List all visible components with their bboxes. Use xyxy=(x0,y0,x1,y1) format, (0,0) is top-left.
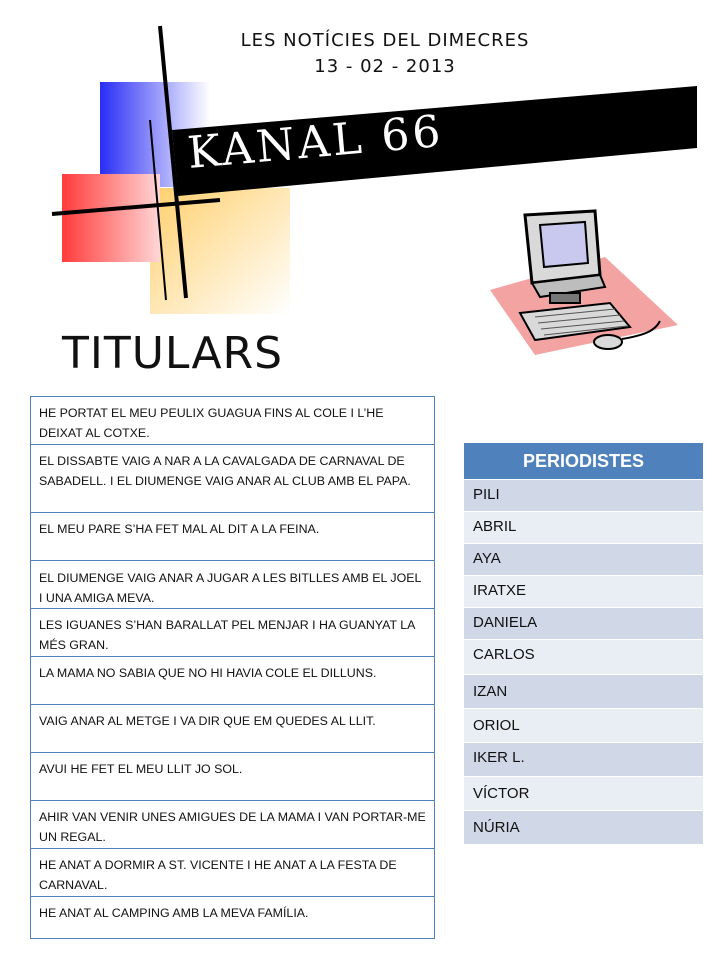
reporter-row: VÍCTOR xyxy=(464,776,703,810)
headline-row: HE ANAT A DORMIR A ST. VICENTE I HE ANAT A LA FESTA DE CARNAVAL. xyxy=(31,849,434,897)
reporters-table xyxy=(464,443,703,844)
reporter-row: ABRIL xyxy=(464,511,703,543)
reporter-row: NÚRIA xyxy=(464,810,703,844)
headline-row: AHIR VAN VENIR UNES AMIGUES DE LA MAMA I VAN PORTAR-ME UN REGAL. xyxy=(31,801,434,849)
headline-row: VAIG ANAR AL METGE I VA DIR QUE EM QUEDES AL LLIT. xyxy=(31,705,434,753)
reporter-row: PILI xyxy=(464,479,703,511)
headline-row: HE PORTAT EL MEU PEULIX GUAGUA FINS AL COLE I L’HE DEIXAT AL COTXE. xyxy=(31,397,434,445)
reporter-row: IKER L. xyxy=(464,742,703,776)
headline-row: EL DISSABTE VAIG A NAR A LA CAVALGADA DE CARNAVAL DE SABADELL. I EL DIUMENGE VAIG ANAR AL CLUB AMB EL PAPA. xyxy=(31,445,434,513)
computer-icon xyxy=(480,205,680,355)
reporters-heading: PERIODISTES xyxy=(464,443,703,479)
reporter-row: DANIELA xyxy=(464,607,703,639)
reporter-row: IRATXE xyxy=(464,575,703,607)
headline-row: EL DIUMENGE VAIG ANAR A JUGAR A LES BITLLES AMB EL JOEL I UNA AMIGA MEVA. xyxy=(31,561,434,609)
reporter-row: IZAN xyxy=(464,674,703,708)
reporter-row: AYA xyxy=(464,543,703,575)
headlines-table xyxy=(30,396,435,939)
header-title: LES NOTÍCIES DEL DIMECRES xyxy=(240,30,530,51)
headline-row: LES IGUANES S’HAN BARALLAT PEL MENJAR I HA GUANYAT LA MÉS GRAN. xyxy=(31,609,434,657)
headline-row: HE ANAT AL CAMPING AMB LA MEVA FAMÍLIA. xyxy=(39,906,309,920)
header-date: 13 - 02 - 2013 xyxy=(314,56,456,77)
headline-row: AVUI HE FET EL MEU LLIT JO SOL. xyxy=(31,753,434,801)
brand-title: KANAL 66 xyxy=(185,105,446,179)
headline-row: EL MEU PARE S’HA FET MAL AL DIT A LA FEINA. xyxy=(31,513,434,561)
reporter-row: ORIOL xyxy=(464,708,703,742)
headline-row: LA MAMA NO SABIA QUE NO HI HAVIA COLE EL DILLUNS. xyxy=(31,657,434,705)
reporter-row: CARLOS xyxy=(464,639,703,674)
section-heading-titulars: TITULARS xyxy=(62,328,284,379)
